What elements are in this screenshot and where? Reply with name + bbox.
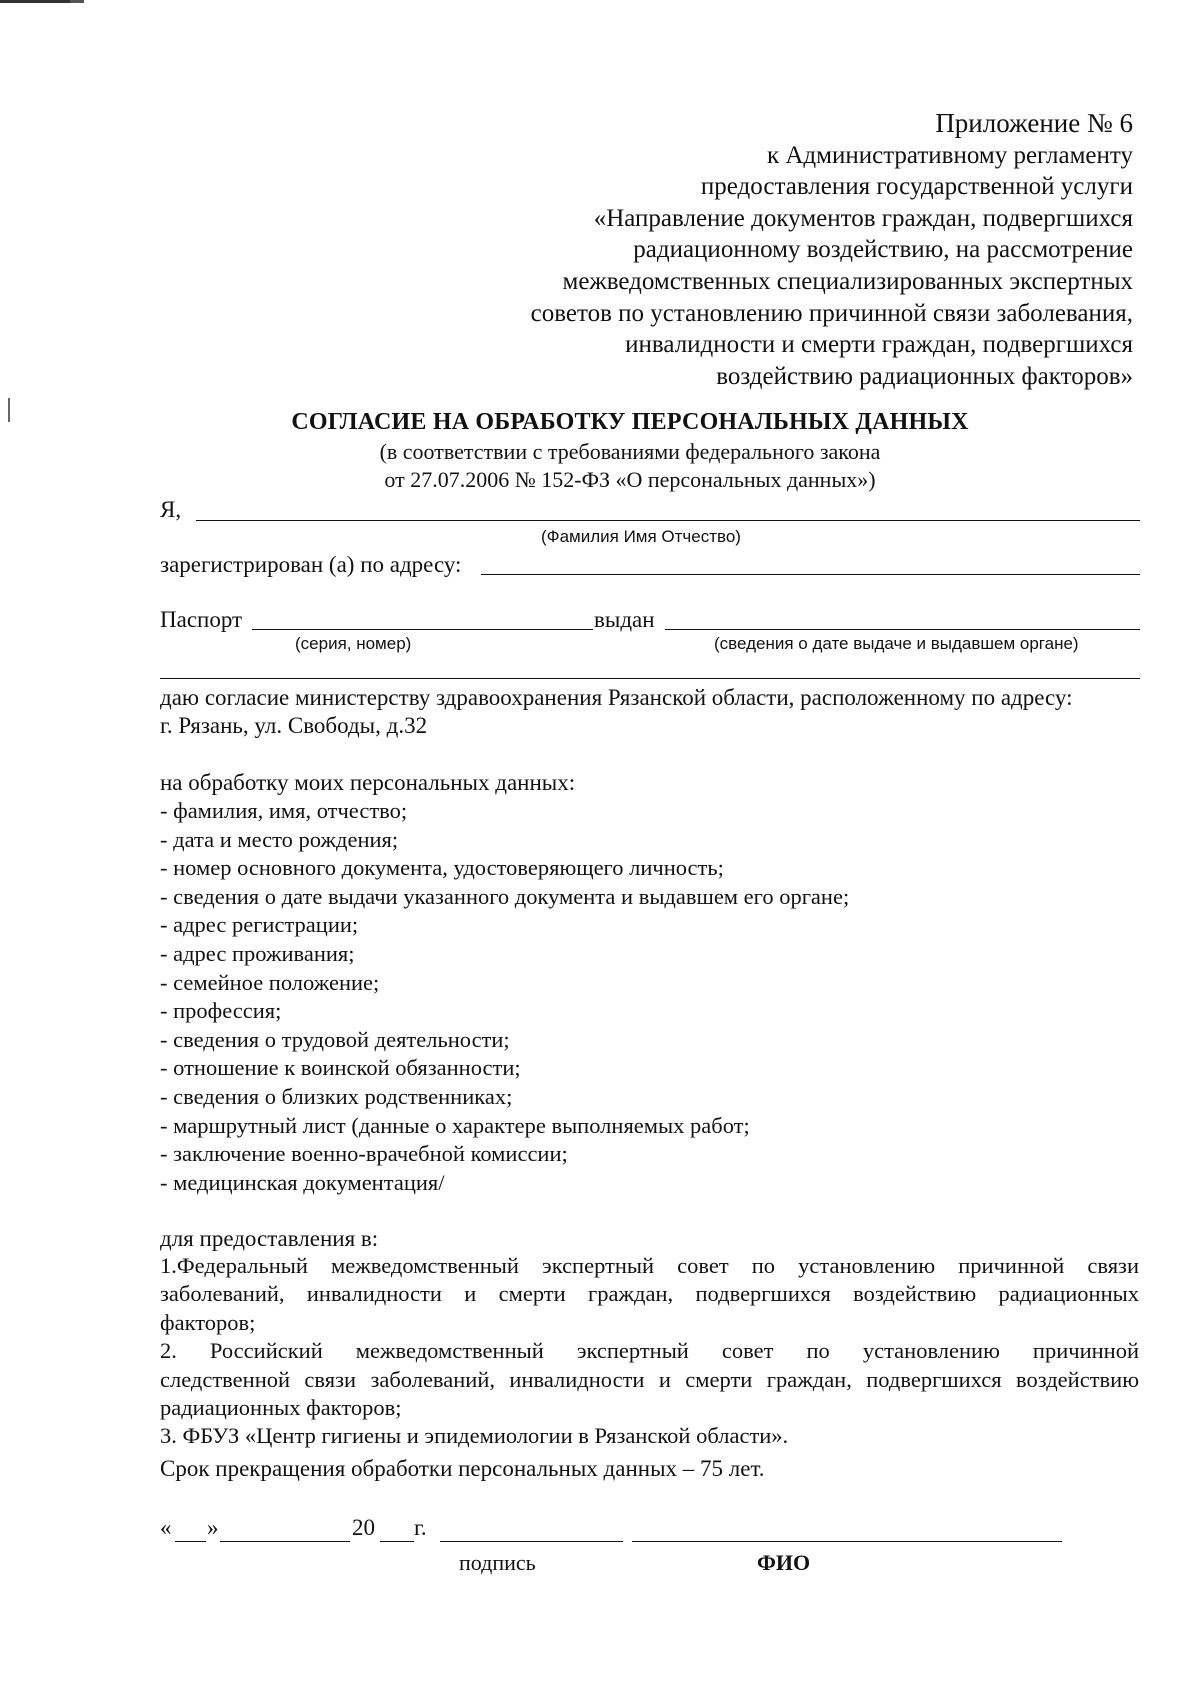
date-quote-close: » <box>207 1515 219 1540</box>
document-subtitle: (в соответствии с требованиями федерального закона <box>379 439 881 464</box>
consent-address: г. Рязань, ул. Свободы, д.32 <box>160 713 428 738</box>
scan-artifact-mark <box>70 0 84 3</box>
recipient-2-line: следственной связи заболеваний, инвалидности и смерти граждан, подвергшихся воздействию <box>160 1366 1139 1392</box>
year-field[interactable] <box>380 1541 414 1542</box>
annex-line: радиационному воздействию, на рассмотрение <box>633 236 1133 264</box>
annex-line: Приложение № 6 <box>935 108 1133 138</box>
passport-number-field[interactable] <box>252 629 593 630</box>
list-item: - семейное положение; <box>160 969 380 995</box>
signer-fio-caption: ФИО <box>757 1550 811 1575</box>
list-item: - сведения о трудовой деятельности; <box>160 1026 510 1052</box>
series-caption: (серия, номер) <box>295 634 412 653</box>
recipient-1-line: 1.Федеральный межведомственный экспертный совет по установлению причинной связи <box>160 1253 1139 1278</box>
signature-field[interactable] <box>440 1541 623 1542</box>
recipient-2-line: 2. Российский межведомственный экспертный совет по установлению причинной <box>160 1338 1139 1364</box>
day-field[interactable] <box>175 1541 206 1542</box>
consent-line: даю согласие министерству здравоохранения Рязанской области, расположенному по адресу: <box>160 685 1073 710</box>
processing-term: Срок прекращения обработки персональных данных – 75 лет. <box>160 1456 765 1481</box>
scan-artifact-mark <box>0 0 70 3</box>
signature-caption: подпись <box>459 1550 536 1575</box>
fio-field[interactable] <box>196 520 1140 521</box>
annex-line: «Направление документов граждан, подвергшихся <box>593 204 1133 232</box>
year-prefix: 20 <box>352 1515 375 1540</box>
issued-label: выдан <box>594 607 655 632</box>
recipient-1 <box>160 1252 1139 1451</box>
list-item: - профессия; <box>160 998 282 1024</box>
annex-line: советов по установлению причинной связи заболевания, <box>530 299 1133 327</box>
recipients-intro: для предоставления в: <box>160 1226 379 1251</box>
list-item: - дата и место рождения; <box>160 826 399 852</box>
list-item: - фамилия, имя, отчество; <box>160 798 408 823</box>
passport-label: Паспорт <box>160 607 243 632</box>
address-field[interactable] <box>481 574 1140 575</box>
document-title-block <box>130 406 1130 494</box>
fio-caption: (Фамилия Имя Отчество) <box>541 527 741 546</box>
ya-label: Я, <box>160 497 182 522</box>
annex-line: к Административному регламенту <box>766 141 1133 169</box>
list-item: - маршрутный лист (данные о характере выполняемых работ; <box>160 1112 750 1138</box>
list-item: - заключение военно-врачебной комиссии; <box>160 1141 568 1167</box>
recipient-1-line: заболеваний, инвалидности и смерти граждан, подвергшихся воздействию радиационных <box>160 1281 1139 1307</box>
signer-fio-field[interactable] <box>632 1541 1062 1542</box>
document-title: СОГЛАСИЕ НА ОБРАБОТКУ ПЕРСОНАЛЬНЫХ ДАННЫХ <box>291 409 969 435</box>
scan-artifact-margin <box>8 398 10 422</box>
annex-line: воздействию радиационных факторов» <box>716 362 1133 390</box>
recipient-2-line: радиационных факторов; <box>160 1395 402 1421</box>
year-suffix: г. <box>414 1515 427 1540</box>
address-label: зарегистрирован (а) по адресу: <box>160 552 462 577</box>
month-field[interactable] <box>220 1541 350 1542</box>
list-item: - сведения о дате выдачи указанного документа и выдавшем его органе; <box>160 883 850 909</box>
annex-line: предоставления государственной услуги <box>700 173 1133 201</box>
issued-caption: (сведения о дате выдаче и выдавшем органе) <box>714 634 1079 653</box>
list-item: - отношение к воинской обязанности; <box>160 1055 521 1081</box>
recipient-3: 3. ФБУЗ «Центр гигиены и эпидемиологии в Рязанской области». <box>160 1423 789 1449</box>
list-item: - сведения о близких родственниках; <box>160 1083 513 1109</box>
list-item: - адрес регистрации; <box>160 912 359 938</box>
processing-intro: на обработку моих персональных данных: <box>160 770 576 795</box>
passport-issued-field[interactable] <box>665 629 1140 630</box>
document-subtitle: от 27.07.2006 № 152-ФЗ «О персональных данных») <box>384 467 876 492</box>
list-item: - адрес проживания; <box>160 940 355 966</box>
list-item: - номер основного документа, удостоверяющего личность; <box>160 855 724 881</box>
personal-data-list <box>160 797 849 1197</box>
passport-issued-field-continuation[interactable] <box>160 678 1140 679</box>
date-quote-open: « <box>160 1515 172 1540</box>
annex-line: межведомственных специализированных экспертных <box>562 267 1133 295</box>
annex-header <box>531 108 1133 392</box>
list-item: - медицинская документация/ <box>160 1169 445 1195</box>
annex-line: инвалидности и смерти граждан, подвергшихся <box>625 331 1133 359</box>
recipient-1-line: факторов; <box>160 1309 256 1335</box>
